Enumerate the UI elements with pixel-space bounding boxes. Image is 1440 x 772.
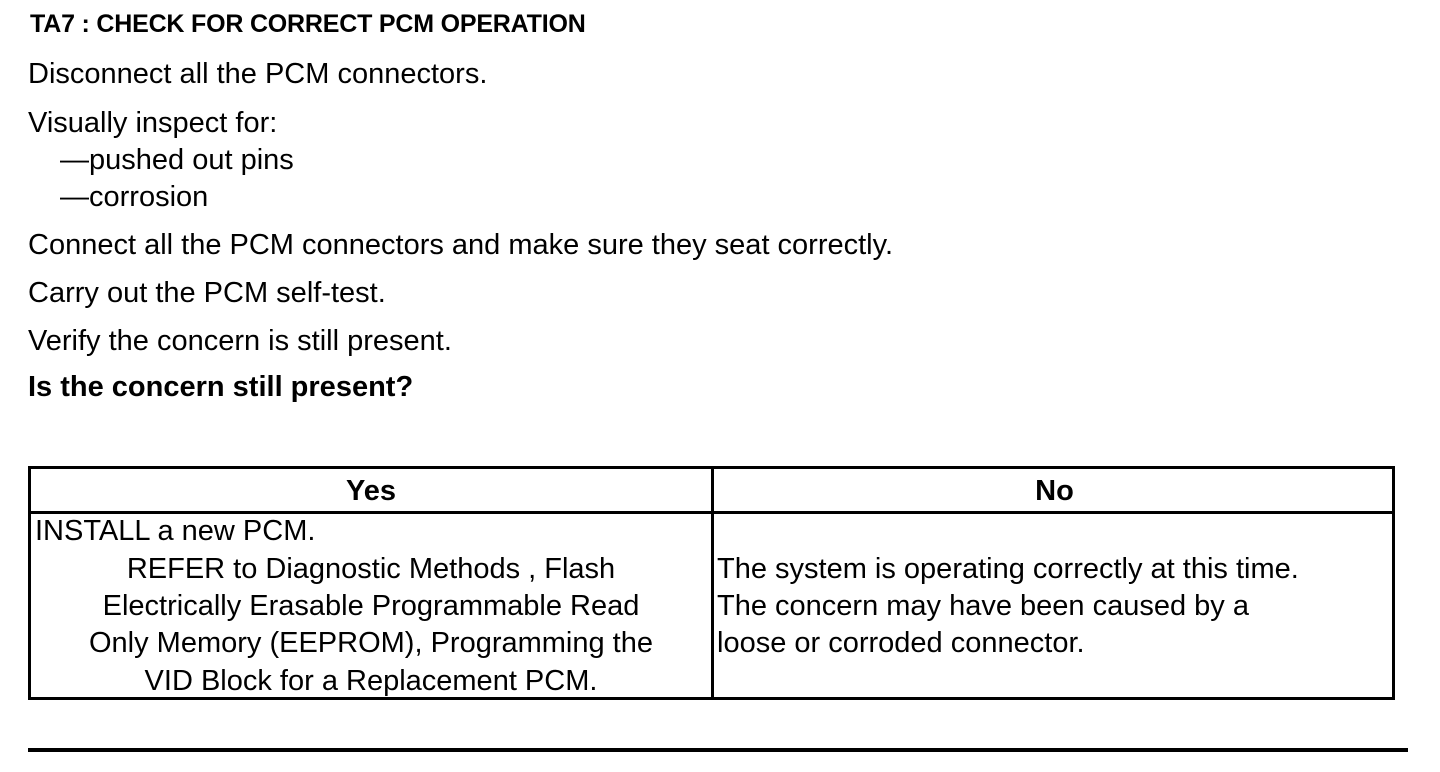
header-yes: Yes — [346, 475, 396, 507]
inspect-item-pins: —pushed out pins — [60, 144, 294, 176]
header-no: No — [1035, 475, 1074, 507]
bottom-rule — [28, 748, 1408, 752]
step-disconnect: Disconnect all the PCM connectors. — [28, 58, 488, 90]
yes-line-refer: REFER to Diagnostic Methods , Flash — [126, 553, 616, 585]
step-selftest: Carry out the PCM self-test. — [28, 277, 386, 309]
inspect-item-corrosion: —corrosion — [60, 181, 209, 213]
yes-line-eeprom-2: Only Memory (EEPROM), Programming the — [88, 627, 653, 659]
no-line-3: loose or corroded connector. — [717, 627, 1085, 659]
no-line-2: The concern may have been caused by a — [717, 590, 1249, 622]
result-table — [28, 466, 1395, 700]
yes-line-vid-block: VID Block for a Replacement PCM. — [144, 665, 598, 697]
step-verify: Verify the concern is still present. — [28, 325, 452, 357]
yes-line-eeprom-1: Electrically Erasable Programmable Read — [102, 590, 640, 622]
step-connect: Connect all the PCM connectors and make sure they seat correctly. — [28, 229, 894, 261]
diagnostic-question: Is the concern still present? — [28, 371, 414, 403]
procedure-title: TA7 : CHECK FOR CORRECT PCM OPERATION — [30, 10, 586, 38]
step-inspect: Visually inspect for: — [28, 107, 278, 139]
no-line-1: The system is operating correctly at this time. — [717, 553, 1299, 585]
header-divider — [31, 511, 1392, 514]
yes-line-install: INSTALL a new PCM. — [35, 515, 316, 547]
